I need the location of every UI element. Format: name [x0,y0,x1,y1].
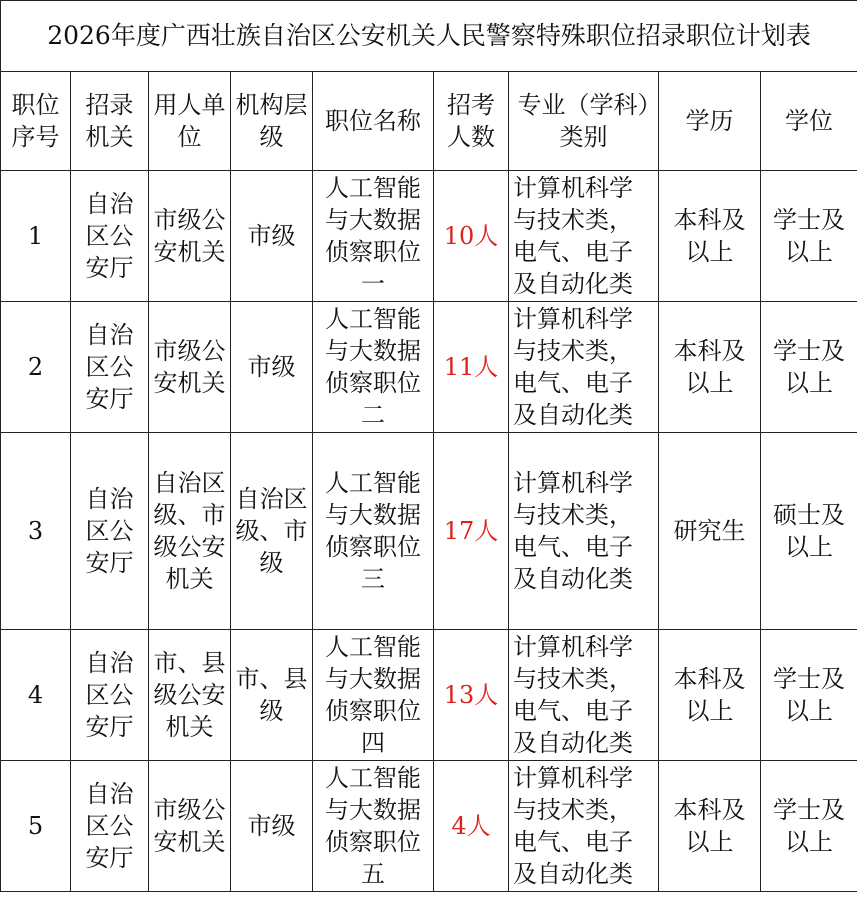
header-position: 职位名称 [313,72,434,171]
cell-level: 市级 [231,302,313,433]
cell-education: 本科及以上 [659,630,761,761]
cell-position: 人工智能与大数据侦察职位二 [313,302,434,433]
cell-unit: 市、县级公安机关 [149,630,231,761]
cell-agency: 自治区公安厅 [71,302,149,433]
table-row [1,761,857,892]
cell-education: 研究生 [659,433,761,630]
cell-count: 17人 [434,433,509,630]
header-count: 招考人数 [434,72,509,171]
cell-count: 10人 [434,171,509,302]
cell-major: 计算机科学与技术类，电气、电子及自动化类 [509,761,659,892]
cell-unit: 自治区级、市级公安机关 [149,433,231,630]
cell-education: 本科及以上 [659,171,761,302]
cell-seq: 4 [1,630,71,761]
cell-position: 人工智能与大数据侦察职位一 [313,171,434,302]
cell-major: 计算机科学与技术类，电气、电子及自动化类 [509,302,659,433]
header-education: 学历 [659,72,761,171]
cell-seq: 2 [1,302,71,433]
cell-count: 11人 [434,302,509,433]
cell-unit: 市级公安机关 [149,171,231,302]
table-row [1,302,857,433]
cell-agency: 自治区公安厅 [71,630,149,761]
header-unit: 用人单位 [149,72,231,171]
cell-degree: 学士及以上 [761,761,857,892]
cell-agency: 自治区公安厅 [71,171,149,302]
header-degree: 学位 [761,72,857,171]
header-level: 机构层级 [231,72,313,171]
cell-level: 市级 [231,171,313,302]
cell-degree: 学士及以上 [761,630,857,761]
cell-position: 人工智能与大数据侦察职位四 [313,630,434,761]
table-title: 2026年度广西壮族自治区公安机关人民警察特殊职位招录职位计划表 [1,1,857,72]
table-row [1,630,857,761]
cell-major: 计算机科学与技术类，电气、电子及自动化类 [509,171,659,302]
cell-seq: 5 [1,761,71,892]
table-row [1,171,857,302]
header-row [1,72,857,171]
header-major: 专业（学科）类别 [509,72,659,171]
cell-unit: 市级公安机关 [149,302,231,433]
cell-degree: 学士及以上 [761,302,857,433]
cell-unit: 市级公安机关 [149,761,231,892]
cell-major: 计算机科学与技术类，电气、电子及自动化类 [509,630,659,761]
cell-count: 13人 [434,630,509,761]
cell-agency: 自治区公安厅 [71,433,149,630]
cell-count: 4人 [434,761,509,892]
cell-major: 计算机科学与技术类，电气、电子及自动化类 [509,433,659,630]
cell-level: 市级 [231,761,313,892]
header-agency: 招录机关 [71,72,149,171]
cell-seq: 1 [1,171,71,302]
cell-position: 人工智能与大数据侦察职位三 [313,433,434,630]
header-seq: 职位序号 [1,72,71,171]
cell-degree: 学士及以上 [761,171,857,302]
cell-education: 本科及以上 [659,761,761,892]
cell-position: 人工智能与大数据侦察职位五 [313,761,434,892]
table-row [1,433,857,630]
cell-level: 市、县级 [231,630,313,761]
cell-education: 本科及以上 [659,302,761,433]
cell-seq: 3 [1,433,71,630]
cell-degree: 硕士及以上 [761,433,857,630]
cell-level: 自治区级、市级 [231,433,313,630]
cell-agency: 自治区公安厅 [71,761,149,892]
